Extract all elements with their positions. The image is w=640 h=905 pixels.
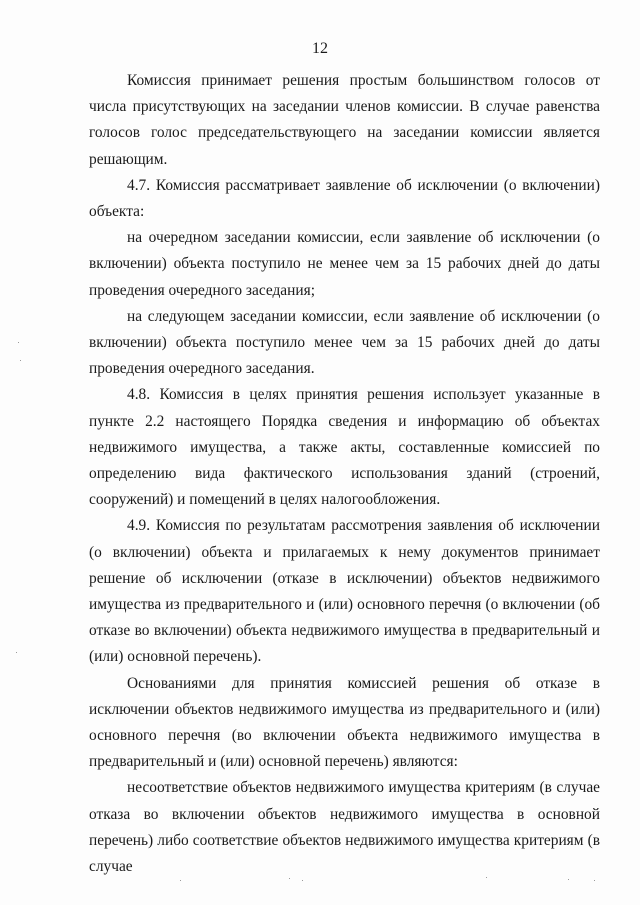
paragraph-voting-rules: Комиссия принимает решения простым большинством голосов от числа присутствующих на заседании членов комиссии. В случае равенства голосов голос председательствующего на заседании комиссии является решающим.	[89, 72, 600, 168]
paragraph-next-meeting: на следующем заседании комиссии, если заявление об исключении (о включении) объекта поступило менее чем за 15 рабочих дней до даты проведения очередного заседания.	[89, 307, 600, 378]
scan-speck	[568, 879, 569, 880]
scan-speck	[289, 878, 290, 879]
document-body	[89, 68, 600, 880]
page-number: 12	[312, 40, 328, 57]
scan-speck	[18, 342, 19, 343]
paragraph-refusal-grounds: Основаниями для принятия комиссией решения об отказе в исключении объектов недвижимого имущества из предварительного и (или) основного перечня (во включении объекта недвижимого имущества в предварительный и (или) основной перечень) являются:	[89, 674, 600, 771]
paragraph-4-8: 4.8. Комиссия в целях принятия решения использует указанные в пункте 2.2 настоящего Порядка сведения и информацию об объектах недвижимого имущества, а также акты, составленные комиссией по определению вида фактического использования зданий (строений, сооружений) и помещений в целях налогообложения.	[89, 386, 600, 509]
scan-speck	[486, 877, 487, 878]
paragraph-4-7: 4.7. Комиссия рассматривает заявление об исключении (о включении) объекта:	[89, 176, 600, 221]
scan-speck	[20, 360, 21, 361]
scan-speck	[302, 880, 303, 881]
paragraph-regular-meeting: на очередном заседании комиссии, если заявление об исключении (о включении) объекта поступило не менее чем за 15 рабочих дней до даты проведения очередного заседания;	[89, 229, 600, 299]
paragraph-criteria-mismatch: несоответствие объектов недвижимого имущества критериям (в случае отказа во включении объектов недвижимого имущества в основной перечень) либо соответствие объектов недвижимого имущества критериям (в случае	[89, 779, 600, 876]
paragraph-4-9: 4.9. Комиссия по результатам рассмотрения заявления об исключении (о включении) объекта и прилагаемых к нему документов принимает решение об исключении (отказе в исключении) объектов недвижимого имущества из предварительного и (или) основного перечня (о включении (об отказе во включении) объекта недвижимого имущества в предварительный и (или) основной перечень).	[89, 517, 600, 666]
scan-speck	[594, 880, 595, 881]
scan-speck	[180, 880, 181, 881]
scan-speck	[16, 652, 17, 653]
